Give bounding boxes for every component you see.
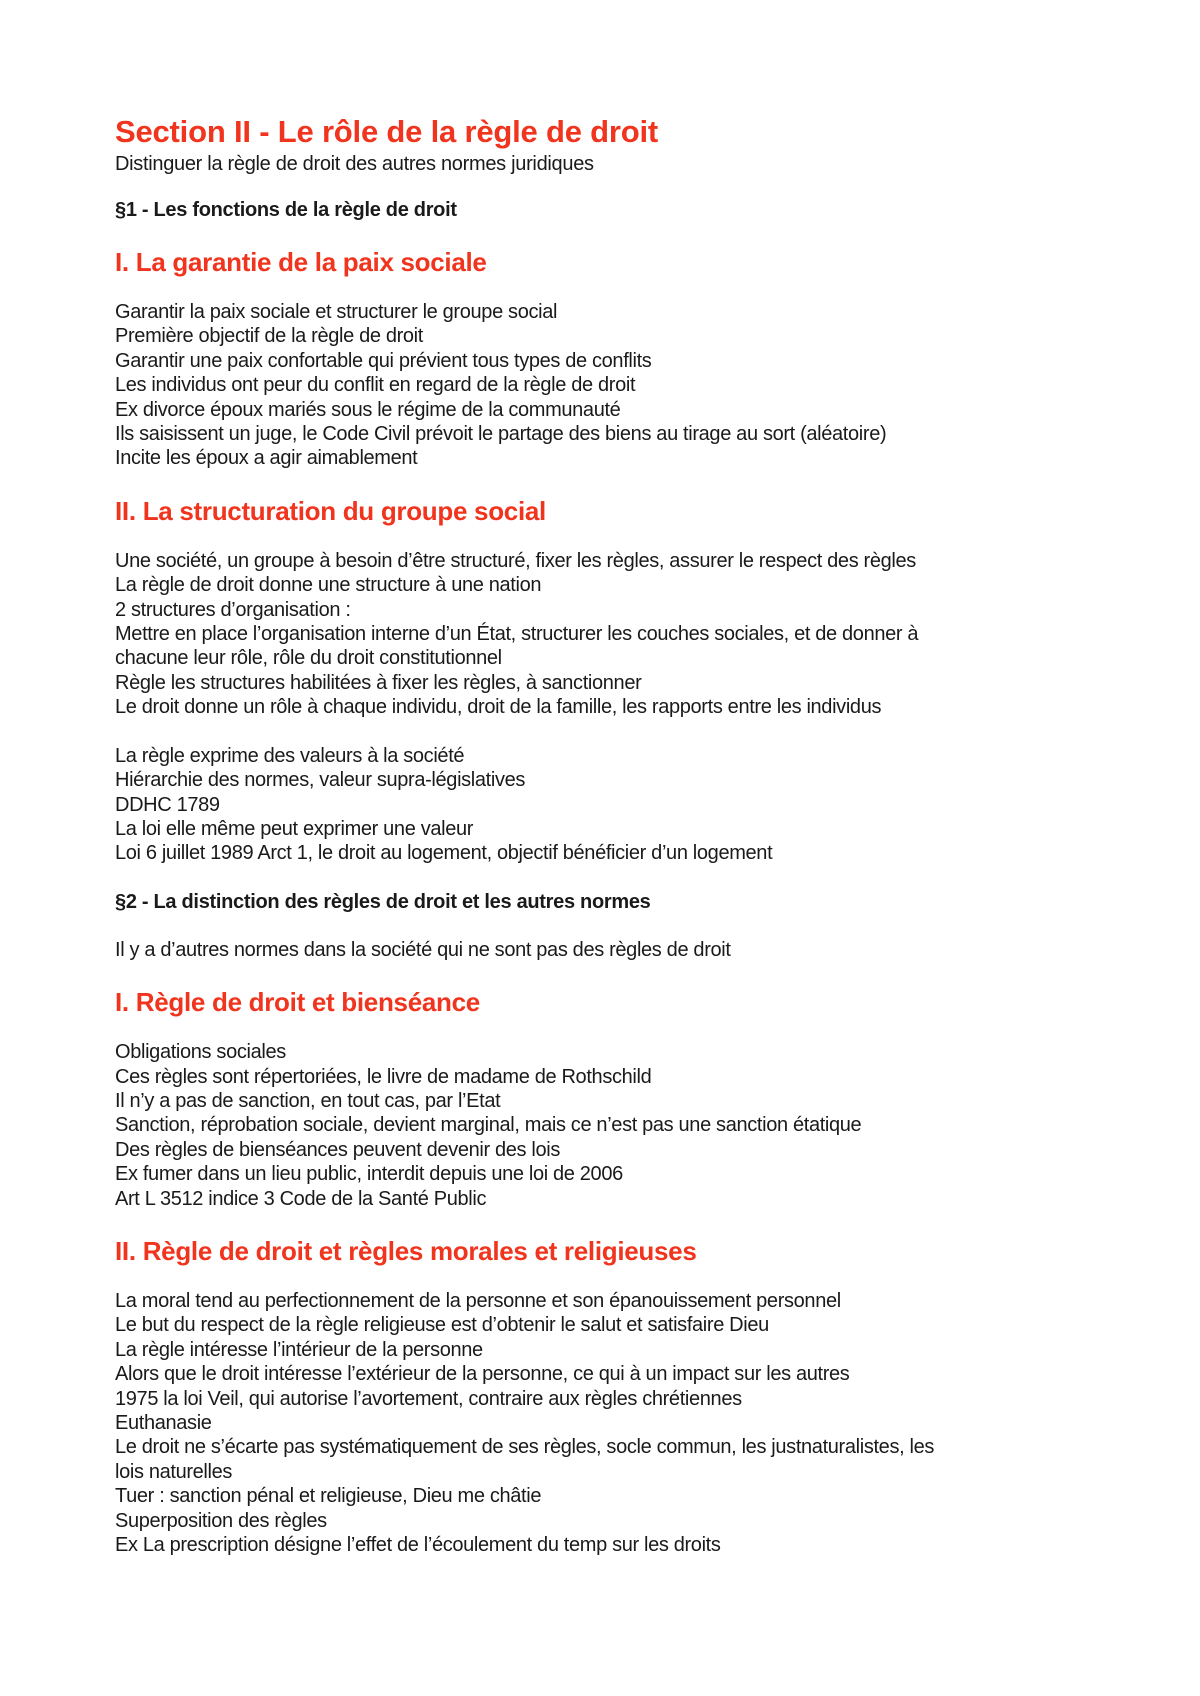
text-line: Hiérarchie des normes, valeur supra-législatives <box>115 769 526 792</box>
text-line: Euthanasie <box>115 1412 212 1434</box>
text-line: Ex divorce époux mariés sous le régime de la communauté <box>115 398 621 421</box>
text-line: La règle exprime des valeurs à la société <box>115 744 465 767</box>
paragraph-2-heading: §2 - La distinction des règles de droit et les autres normes <box>115 890 651 913</box>
text-line: chacune leur rôle, rôle du droit constitutionnel <box>115 647 502 670</box>
text-line: DDHC 1789 <box>115 793 220 816</box>
section-1-body <box>115 300 1105 471</box>
text-line: Les individus ont peur du conflit en regard de la règle de droit <box>115 374 636 397</box>
text-line: Loi 6 juillet 1989 Arct 1, le droit au logement, objectif bénéficier d’un logement <box>115 842 773 865</box>
text-line: Ils saisissent un juge, le Code Civil prévoit le partage des biens au tirage au sort (aléatoire) <box>115 423 887 446</box>
blank-line <box>115 720 1105 744</box>
document-page <box>115 112 1105 1581</box>
paragraph-1-heading: §1 - Les fonctions de la règle de droit <box>115 199 457 221</box>
text-line: Première objectif de la règle de droit <box>115 325 423 348</box>
text-line: La règle de droit donne une structure à une nation <box>115 574 542 597</box>
section-4-heading: II. Règle de droit et règles morales et religieuses <box>115 1235 697 1266</box>
text-line: lois naturelles <box>115 1460 233 1483</box>
text-line: La moral tend au perfectionnement de la personne et son épanouissement personnel <box>115 1289 841 1312</box>
text-line: Mettre en place l’organisation interne d’un État, structurer les couches sociales, et de donner à <box>115 623 919 646</box>
text-line: 2 structures d’organisation : <box>115 598 351 621</box>
text-line: Sanction, réprobation sociale, devient marginal, mais ce n’est pas une sanction étatique <box>115 1114 862 1137</box>
text-line: Le droit donne un rôle à chaque individu, droit de la famille, les rapports entre les individus <box>115 696 882 719</box>
text-line: Incite les époux a agir aimablement <box>115 447 418 470</box>
text-line: Une société, un groupe à besoin d’être structuré, fixer les règles, assurer le respect des règles <box>115 549 916 572</box>
text-line: Ces règles sont répertoriées, le livre de madame de Rothschild <box>115 1065 652 1088</box>
text-line: Des règles de bienséances peuvent devenir des lois <box>115 1138 561 1161</box>
text-line: Tuer : sanction pénal et religieuse, Dieu me châtie <box>115 1485 542 1508</box>
text-line: Ex La prescription désigne l’effet de l’écoulement du temp sur les droits <box>115 1534 721 1557</box>
section-2-body <box>115 549 1105 866</box>
text-line: Garantir la paix sociale et structurer le groupe social <box>115 301 558 323</box>
text-line: Règle les structures habilitées à fixer les règles, à sanctionner <box>115 671 642 694</box>
text-line: Le droit ne s’écarte pas systématiquement de ses règles, socle commun, les justnaturalistes, les <box>115 1436 935 1459</box>
section-2-heading: II. La structuration du groupe social <box>115 495 546 526</box>
text-line: Garantir une paix confortable qui prévient tous types de conflits <box>115 349 652 372</box>
section-3-body <box>115 1040 1105 1211</box>
text-line: Art L 3512 indice 3 Code de la Santé Public <box>115 1187 487 1210</box>
page-title: Section II - Le rôle de la règle de droit <box>115 114 659 149</box>
text-line: La loi elle même peut exprimer une valeur <box>115 817 474 840</box>
section-1-heading: I. La garantie de la paix sociale <box>115 247 487 277</box>
paragraph-2-intro: Il y a d’autres normes dans la société qui ne sont pas des règles de droit <box>115 938 731 961</box>
text-line: Il n’y a pas de sanction, en tout cas, par l’Etat <box>115 1089 501 1112</box>
text-line: Alors que le droit intéresse l’extérieur de la personne, ce qui à un impact sur les autres <box>115 1363 850 1386</box>
section-3-heading: I. Règle de droit et bienséance <box>115 987 480 1018</box>
text-line: Ex fumer dans un lieu public, interdit depuis une loi de 2006 <box>115 1163 623 1186</box>
text-line: Le but du respect de la règle religieuse est d’obtenir le salut et satisfaire Dieu <box>115 1314 769 1337</box>
page-subtitle: Distinguer la règle de droit des autres normes juridiques <box>115 153 594 175</box>
text-line: 1975 la loi Veil, qui autorise l’avortement, contraire aux règles chrétiennes <box>115 1387 742 1410</box>
section-4-body <box>115 1289 1105 1557</box>
text-line: Obligations sociales <box>115 1041 286 1064</box>
text-line: Superposition des règles <box>115 1509 327 1532</box>
text-line: La règle intéresse l’intérieur de la personne <box>115 1338 483 1361</box>
